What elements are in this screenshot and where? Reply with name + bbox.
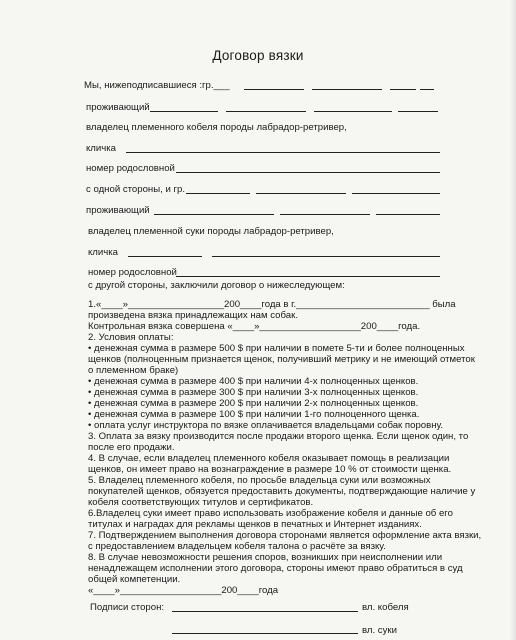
clause-line: 5. Владелец племенного кобеля, по просьбе владельца суки или возможных bbox=[88, 475, 431, 486]
blank-line bbox=[176, 276, 440, 277]
clause-line: произведена вязка принадлежащих нам собак. bbox=[88, 310, 298, 321]
clause-line: • денежная сумма в размере 100 $ при наличии 1-го полноценного щенка. bbox=[88, 409, 420, 420]
clause-line: 6.Владелец суки имеет право использовать изображение кобеля и данные об его bbox=[88, 508, 453, 519]
signatures-label: Подписи сторон: bbox=[90, 602, 165, 613]
clause-line: покупателей щенков, обязуется предоставить документы, подтверждающие наличие у bbox=[88, 486, 476, 497]
page-title: Договор вязки bbox=[212, 48, 304, 63]
male-owner-label: вл. кобеля bbox=[362, 602, 409, 613]
blank-line bbox=[128, 256, 202, 257]
clause-line: • денежная сумма в размере 200 $ при наличии 2-х полноценных щенков. bbox=[88, 398, 419, 409]
clause-line: • денежная сумма в размере 400 $ при наличии 4-х полноценных щенков. bbox=[88, 376, 419, 387]
nickname-label-2: кличка bbox=[88, 247, 119, 258]
clause-line: 1.«____»__________________200____года в г._________________________ была bbox=[88, 299, 456, 310]
clause-line: общей компетенции. bbox=[88, 574, 181, 585]
blank-line bbox=[280, 214, 370, 215]
clause-line: 3. Оплата за вязку производится после продажи второго щенка. Если щенок один, то bbox=[88, 431, 469, 442]
blank-line bbox=[244, 89, 304, 90]
clause-line: 7. Подтверждением выполнения договора сторонами является оформление акта вязки, bbox=[88, 530, 482, 541]
clause-line: кобеля соответствующих титулов и сертификатов. bbox=[88, 497, 314, 508]
female-owner-label: вл. суки bbox=[362, 625, 397, 636]
clause-line: о племенном браке) bbox=[88, 365, 179, 376]
signature-line-female bbox=[172, 633, 358, 634]
residing-label-2: проживающий bbox=[86, 205, 150, 216]
clause-line: титулах и наградах для рекламы щенков в печатных и Интернет изданиях. bbox=[88, 519, 422, 530]
blank-line bbox=[212, 256, 440, 257]
nickname-label-1: кличка bbox=[86, 143, 117, 154]
owner-male-label: владелец племенного кобеля породы лабрадор-ретривер, bbox=[86, 122, 347, 133]
pedigree-label-1: номер родословной bbox=[86, 163, 175, 174]
residing-label-1: проживающий bbox=[86, 102, 150, 113]
clause-line: 2. Условия оплаты: bbox=[88, 332, 174, 343]
clause-line: • денежная сумма в размере 300 $ при наличии 3-х полноценных щенков. bbox=[88, 387, 419, 398]
blank-line bbox=[126, 152, 440, 153]
pedigree-label-2: номер родословной bbox=[88, 267, 177, 278]
clause-line: • оплата услуг инструктора по вязке оплачивается владельцами собак поровну. bbox=[88, 420, 444, 431]
parties-intro: Мы, нижеподписавшиеся :гр.___ bbox=[84, 80, 230, 91]
clause-line: щенков (полноценным признается щенок, получивший метрику и не имеющий отметок bbox=[88, 354, 475, 365]
blank-line bbox=[420, 89, 434, 90]
clause-line: Контрольная вязка совершена «____»___________________200____года. bbox=[88, 321, 421, 332]
blank-line bbox=[352, 193, 440, 194]
blank-line bbox=[312, 89, 382, 90]
blank-line bbox=[176, 172, 440, 173]
blank-line bbox=[314, 111, 392, 112]
side-two-label: с другой стороны, заключили договор о нижеследующем: bbox=[88, 280, 345, 291]
clause-line: после его продажи. bbox=[88, 442, 175, 453]
side-one-label: с одной стороны, и гр. bbox=[86, 184, 185, 195]
clause-date-line: «____»___________________200____года bbox=[88, 585, 279, 596]
blank-line bbox=[154, 214, 274, 215]
owner-female-label: владелец племенной суки породы лабрадор-ретривер, bbox=[88, 226, 334, 237]
clause-line: щенков, он имеет право на вознаграждение в размере 10 % от стоимости щенка. bbox=[88, 464, 452, 475]
clause-line: с предоставлением владельцем кобеля талона о расчёте за вязку. bbox=[88, 541, 386, 552]
blank-line bbox=[256, 193, 346, 194]
blank-line bbox=[226, 111, 306, 112]
blank-line bbox=[390, 89, 416, 90]
clause-line: 4. В случае, если владелец племенного кобеля оказывает помощь в реализации bbox=[88, 453, 450, 464]
clause-line: • денежная сумма в размере 500 $ при наличии в помете 5-ти и более полноценных bbox=[88, 343, 465, 354]
scan-edge-shadow bbox=[510, 0, 516, 640]
clause-line: ненадлежащем исполнении этого договора, стороны имеют право обратиться в суд bbox=[88, 563, 463, 574]
blank-line bbox=[398, 111, 438, 112]
blank-line bbox=[150, 111, 218, 112]
clause-line: 8. В случае невозможности решения споров, возникших при неисполнении или bbox=[88, 552, 443, 563]
blank-line bbox=[376, 214, 440, 215]
blank-line bbox=[186, 193, 250, 194]
signature-line-male bbox=[172, 611, 358, 612]
